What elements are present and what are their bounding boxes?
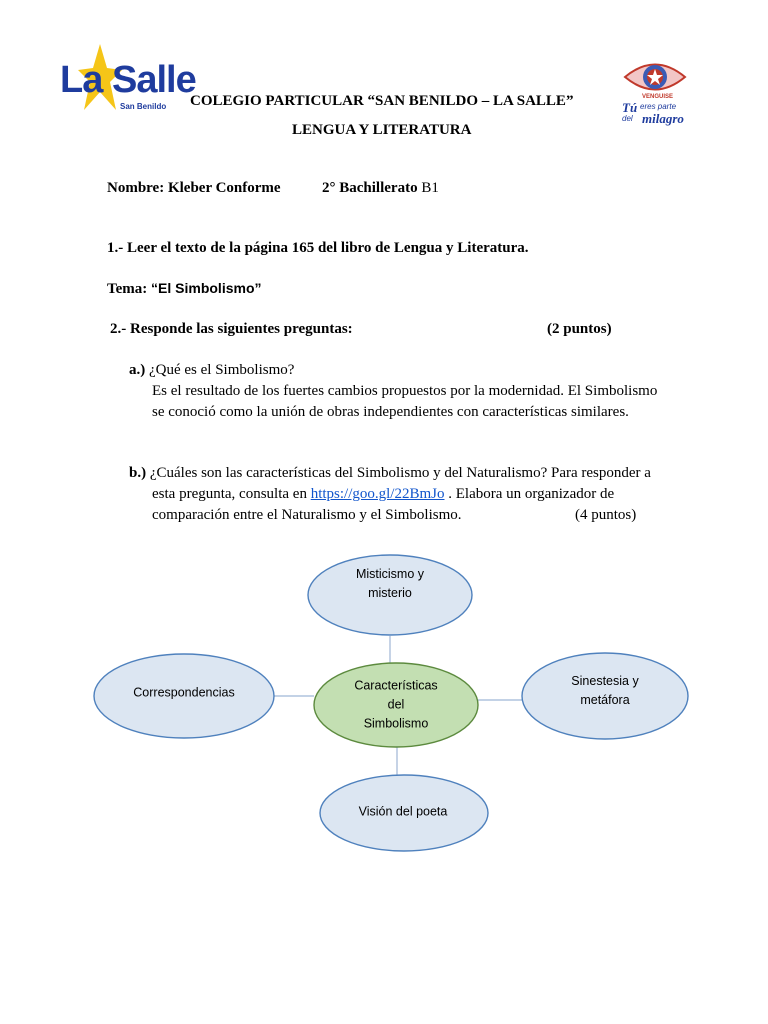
question-b-line-2-pre: esta pregunta, consulta en — [152, 486, 311, 502]
node-center-line-2: del — [387, 697, 405, 712]
question-b-line-1: ¿Cuáles son las características del Simbolismo y del Naturalismo? Para responder a — [146, 465, 651, 481]
lasalle-logo-sub: San Benildo — [120, 102, 167, 111]
question-b-link[interactable]: https://goo.gl/22BmJo — [310, 486, 445, 502]
instruction-1: 1.- Leer el texto de la página 165 del libro de Lengua y Literatura. — [107, 240, 529, 256]
node-bottom — [359, 803, 448, 822]
node-top — [356, 565, 424, 603]
tema-value: “El Simbolismo” — [151, 280, 262, 296]
node-top-line-1: Misticismo y — [355, 567, 425, 581]
lasalle-logo-salle: Salle — [112, 59, 196, 101]
school-name: COLEGIO PARTICULAR “SAN BENILDO – LA SALLE” — [190, 93, 574, 109]
node-center — [354, 677, 437, 734]
node-right-line-2: metáfora — [580, 693, 630, 707]
question-b — [129, 463, 651, 484]
question-b-marker: b.) — [129, 465, 147, 481]
node-center-line-3: Simbolismo — [363, 716, 429, 731]
lasalle-logo-la: La — [60, 59, 103, 101]
eye-logo-line3: del — [622, 114, 633, 123]
node-right — [571, 672, 638, 710]
question-b-line-3: comparación entre el Naturalismo y el Simbolismo. — [152, 507, 462, 523]
student-grade-level: 2° Bachillerato — [322, 180, 418, 196]
question-b-points: (4 puntos) — [575, 507, 637, 523]
eye-icon — [622, 58, 688, 96]
tema-label: Tema: — [107, 281, 152, 297]
student-grade-section: B1 — [417, 180, 439, 196]
node-bottom-line-1: Visión del poeta — [358, 804, 448, 819]
question-a-marker: a.) — [129, 362, 146, 378]
question-a-text: ¿Qué es el Simbolismo? — [145, 362, 295, 378]
node-top-line-2: misterio — [368, 586, 412, 600]
question-b-line-2 — [152, 484, 614, 505]
node-left — [133, 684, 234, 703]
node-right-line-1: Sinestesia y — [571, 674, 639, 688]
answer-a-line-2: se conoció como la unión de obras independientes con características similares. — [152, 404, 629, 420]
subject-title: LENGUA Y LITERATURA — [292, 122, 472, 138]
eye-logo-line4: milagro — [642, 111, 684, 126]
node-center-line-1: Características — [354, 678, 438, 693]
tema-line — [107, 280, 262, 298]
eye-logo — [620, 58, 688, 128]
student-grade — [322, 180, 439, 197]
answer-a-line-1: Es el resultado de los fuertes cambios propuestos por la modernidad. El Simbolismo — [152, 383, 658, 399]
eye-logo-tag: VENGUISE — [642, 94, 674, 100]
section-2-points: (2 puntos) — [547, 321, 612, 337]
concept-map — [0, 540, 768, 860]
question-a — [129, 360, 294, 381]
eye-logo-line2: eres parte — [640, 102, 677, 111]
question-b-line-2-post: . Elabora un organizador de — [444, 486, 615, 502]
node-left-line-1: Correspondencias — [133, 685, 235, 700]
eye-logo-line1: Tú — [622, 100, 638, 115]
lasalle-logo — [60, 44, 196, 116]
section-2-title: 2.- Responde las siguientes preguntas: — [110, 321, 353, 337]
student-name: Nombre: Kleber Conforme — [107, 180, 281, 196]
